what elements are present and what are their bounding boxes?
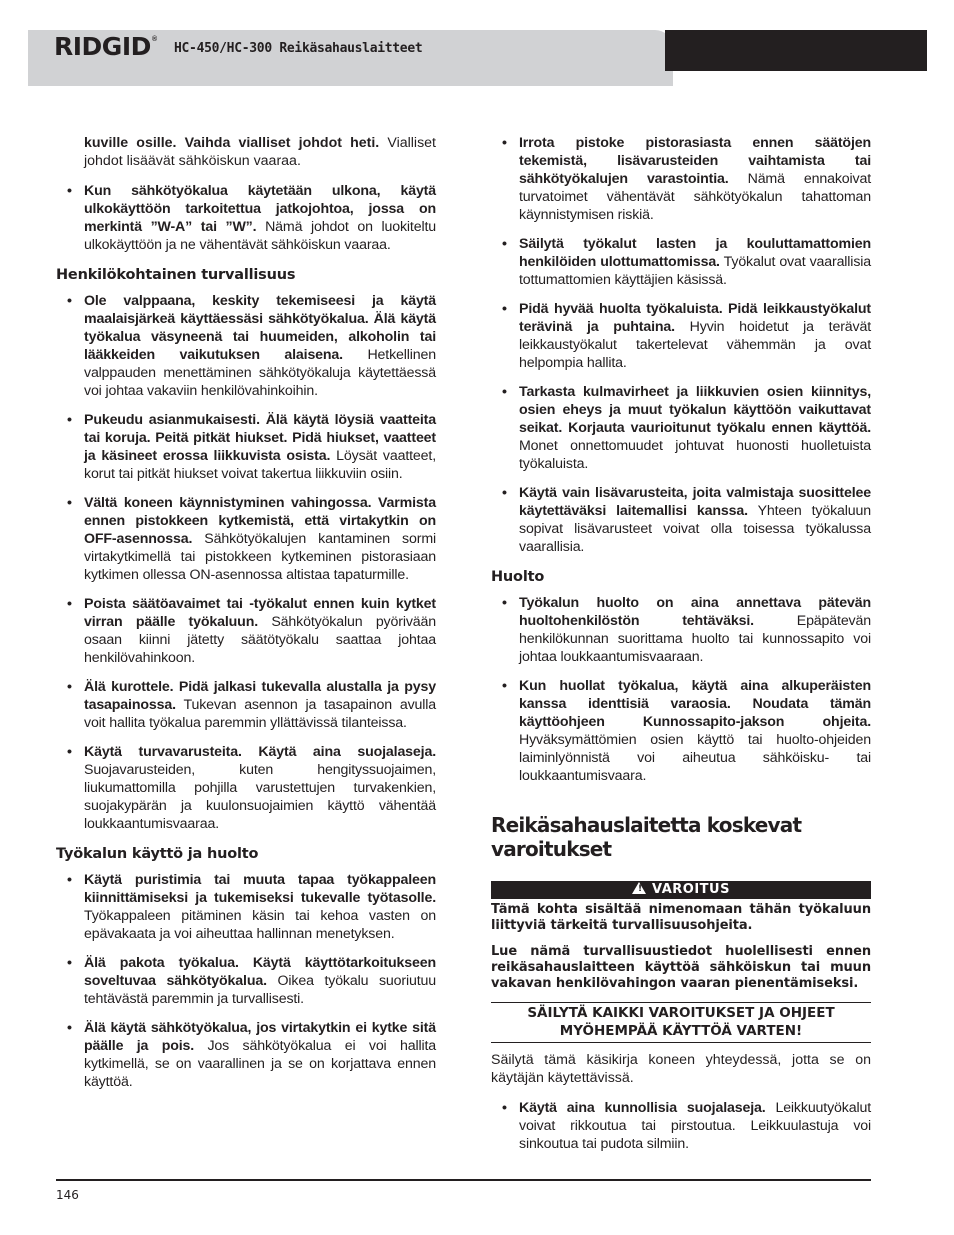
page-number: 146: [56, 1188, 79, 1202]
bold-lead: Älä käytä sähkötyökalua, jos virtakytkin ei kytke sitä päälle ja pois.: [84, 1020, 436, 1054]
body-text: Sähkötyökalun pyörivään osaan kiinni jätetty säätötyökalu saattaa johtaa henkilövahinkoon.: [84, 614, 436, 666]
bullet-icon: •: [502, 135, 507, 151]
right-column: [491, 134, 871, 1164]
left-column: [56, 134, 436, 1102]
registered-mark: ®: [152, 36, 158, 43]
list-item: [56, 182, 436, 254]
bullet-icon: •: [502, 678, 507, 694]
bullet-icon: •: [67, 596, 72, 612]
body-text: Monet onnettomuudet johtuvat huonosti huolletuista työkaluista.: [519, 438, 871, 472]
body-text: Leikkuutyökalut voivat rikkoutua tai pirstoutua. Leikkuulastuja voi sinkoutua tai pudota silmiin.: [519, 1100, 871, 1152]
body-paragraph: Säilytä tämä käsikirja koneen yhteydessä, jotta se on käytäjän käytettävissä.: [491, 1052, 871, 1086]
list-item: [56, 743, 436, 833]
list-item: [491, 235, 871, 289]
body-text: Hyvin hoidetut ja terävät leikkaustyökalut takertelevat vähemmän ja ovat helpompia hallita.: [519, 319, 871, 371]
warning-triangle-icon: !: [632, 882, 646, 894]
list-item: [56, 871, 436, 943]
body-text: Hyväksymättömien osien käyttö tai huolto-ohjeiden laiminlyönnistä voi aiheutua sähköisku- tai loukkaantumisvaara.: [519, 732, 871, 784]
list-item: [491, 383, 871, 473]
bold-lead: Kun sähkötyökalua käytetään ulkona, käytä ulkokäyttöön tarkoitettua jatkojohtoa, jossa on merkintä ”W-A” tai ”W”.: [84, 183, 436, 235]
bold-lead: Irrota pistoke pistorasiasta ennen säätöjen tekemistä, lisävarusteiden vaihtamista tai sähkötyökalujen varastointia.: [519, 135, 871, 187]
bold-lead: Pukeudu asianmukaisesti. Älä käytä löysiä vaatteita tai koruja. Peitä pitkät hiukset. Pidä hiukset, vaatteet ja käsineet erossa liikkuvista osista.: [84, 412, 436, 464]
bold-lead: Säilytä työkalut lasten ja kouluttamattomien henkilöiden ulottumattomissa.: [519, 236, 871, 270]
bullet-icon: •: [502, 301, 507, 317]
section-heading: Henkilökohtainen turvallisuus: [56, 267, 296, 283]
body-text: Löysät vaatteet, korut tai pitkät hiukset voivat takertua liikkuviin osiin.: [84, 448, 436, 482]
bullet-icon: •: [502, 1100, 507, 1116]
bullet-icon: •: [67, 679, 72, 695]
list-item: [491, 677, 871, 785]
bold-lead: Käytä vain lisävarusteita, joita valmistaja suosittelee käytettäväksi laitemallisi kanssa.: [519, 485, 871, 519]
continued-bullet: [56, 134, 436, 170]
body-text: Sähkötyökalujen kantaminen sormi virtakytkimellä tai pistokkeen kytkeminen pistorasiaan kytkimen ollessa ON-asennossa altistaa tapaturmille.: [84, 531, 436, 583]
bold-lead: Käytä puristimia tai muuta tapaa työkappaleen kiinnittämiseksi ja tukemiseksi tukevalle työtasolle.: [84, 872, 436, 906]
list-item: [56, 1019, 436, 1091]
bullet-icon: •: [67, 495, 72, 511]
bold-lead: kuville osille. Vaihda vialliset johdot heti.: [84, 135, 380, 151]
document-title: HC-450/HC-300 Reikäsahauslaitteet: [174, 41, 423, 56]
warning-label: VAROITUS: [652, 882, 730, 897]
body-text: Jos sähkötyökalua ei voi hallita kytkimellä, se on vaarallinen ja se on korjattava ennen käyttöä.: [84, 1038, 436, 1090]
body-text: Suojavarusteiden, kuten hengityssuojaimen, liukumattomilla pohjilla varustettujen turvakenkien, suojakypärän ja kuulonsuojaimien käyttö vähentää loukkaantumisvaaraa.: [84, 762, 436, 832]
body-text: Yhteen työkaluun sopivat lisävarusteet voivat olla toisessa työkalussa vaarallisia.: [519, 503, 871, 555]
body-text: Vialliset johdot lisäävät sähköiskun vaaraa.: [84, 135, 436, 169]
bullet-icon: •: [502, 595, 507, 611]
body-text: Nämä ennakoivat turvatoimet vähentävät sähkötyökalun tahattoman käynnistymisen riskiä.: [519, 171, 871, 223]
section-title: Reikäsahauslaitetta koskevat varoitukset: [491, 813, 802, 861]
list-item: [56, 954, 436, 1008]
body-text: Työkalut ovat vaarallisia tottumattomien käyttäjien käsissä.: [519, 254, 871, 288]
list-item: [491, 594, 871, 666]
section-heading: Huolto: [491, 569, 545, 585]
warning-paragraph: Tämä kohta sisältää nimenomaan tähän työkaluun liittyviä tärkeitä turvallisuusohjeita.: [491, 902, 871, 933]
warning-paragraph: Lue nämä turvallisuustiedot huolellisesti ennen reikäsahauslaitteen käyttöä sähköiskun tai muun vakavan henkilövahingon vaaran pienentämiseksi.: [491, 944, 871, 991]
bullet-icon: •: [67, 872, 72, 888]
bold-lead: Käytä aina kunnollisia suojalaseja.: [519, 1100, 766, 1116]
bold-lead: Älä kurottele. Pidä jalkasi tukevalla alustalla ja pysy tasapainossa.: [84, 679, 436, 713]
list-item: [491, 1099, 871, 1153]
bullet-icon: •: [502, 384, 507, 400]
bullet-icon: •: [67, 183, 72, 199]
bold-lead: Tarkasta kulmavirheet ja liikkuvien osien kiinnitys, osien eheys ja muut työkalun käyttöön vaikuttavat seikat. Korjauta vaurioitunut työkalu ennen käyttöä.: [519, 384, 871, 436]
body-text: Nämä johdot on luokiteltu ulkokäyttöön ja ne vähentävät sähköiskun vaaraa.: [84, 219, 436, 253]
body-text: Hetkellinen valppauden menettäminen sähkötyökaluja käytettäessä voi johtaa vakaviin henkilövahinkoihin.: [84, 347, 436, 399]
body-text: Oikea työkalu suoriutuu tehtävästä paremmin ja turvallisesti.: [84, 973, 437, 1007]
bold-lead: Työkalun huolto on aina annettava pätevän huoltohenkilöstön tehtäväksi.: [519, 595, 871, 629]
list-item: [56, 494, 436, 584]
bullet-icon: •: [502, 236, 507, 252]
list-item: [491, 134, 871, 224]
bullet-icon: •: [67, 412, 72, 428]
bold-lead: Pidä hyvää huolta työkaluista. Pidä leikkaustyökalut terävinä ja puhtaina.: [519, 301, 871, 335]
list-item: [56, 678, 436, 732]
list-item: [56, 411, 436, 483]
section-heading: Työkalun käyttö ja huolto: [56, 846, 259, 862]
list-item: [56, 292, 436, 400]
list-item: [491, 300, 871, 372]
bullet-icon: •: [502, 485, 507, 501]
warning-banner: [491, 881, 871, 899]
ridgid-logo: RIDGID: [54, 32, 151, 61]
bold-lead: Älä pakota työkalua. Käytä käyttötarkoitukseen soveltuvaa sähkötyökalua.: [84, 955, 436, 989]
bold-lead: Kun huollat työkalua, käytä aina alkuperäisten kanssa identtisiä varaosia. Noudata tämän käyttöohjeen Kunnossapito-jakson ohjeita.: [519, 678, 871, 730]
list-item: [56, 595, 436, 667]
keep-instructions-notice: SÄILYTÄ KAIKKI VAROITUKSET JA OHJEET MYÖHEMPÄÄ KÄYTTÖÄ VARTEN!: [491, 1002, 871, 1043]
bold-lead: Ole valppaana, keskity tekemiseesi ja käytä maalaisjärkeä käyttäessäsi sähkötyökalua. Älä käytä työkalua väsyneenä tai huumeiden, alkoholin tai lääkkeiden vaikutuksen alaisena.: [84, 293, 436, 363]
footer-rule: [56, 1179, 871, 1181]
list-item: [491, 484, 871, 556]
bold-lead: Poista säätöavaimet tai -työkalut ennen kuin kytket virran päälle työkaluun.: [84, 596, 436, 630]
bullet-icon: •: [67, 293, 72, 309]
bold-lead: Käytä turvavarusteita. Käytä aina suojalaseja.: [84, 744, 436, 760]
bullet-icon: •: [67, 1020, 72, 1036]
body-text: Tukevan asennon ja tasapainon avulla voit hallita työkalua paremmin yllättävissä tilanteissa.: [84, 697, 436, 731]
bullet-icon: •: [67, 744, 72, 760]
bullet-icon: •: [67, 955, 72, 971]
body-text: Työkappaleen pitäminen käsin tai kehoa vasten on epävakaata ja voi aiheuttaa hallinnan menetyksen.: [84, 908, 436, 942]
header-black-tab: [665, 30, 927, 71]
body-text: Epäpätevän henkilökunnan suorittama huolto tai kunnossapito voi johtaa loukkaantumisvaaraan.: [519, 613, 871, 665]
bold-lead: Vältä koneen käynnistyminen vahingossa. Varmista ennen pistokkeen kytkemistä, että virtakytkin on OFF-asennossa.: [84, 495, 436, 547]
